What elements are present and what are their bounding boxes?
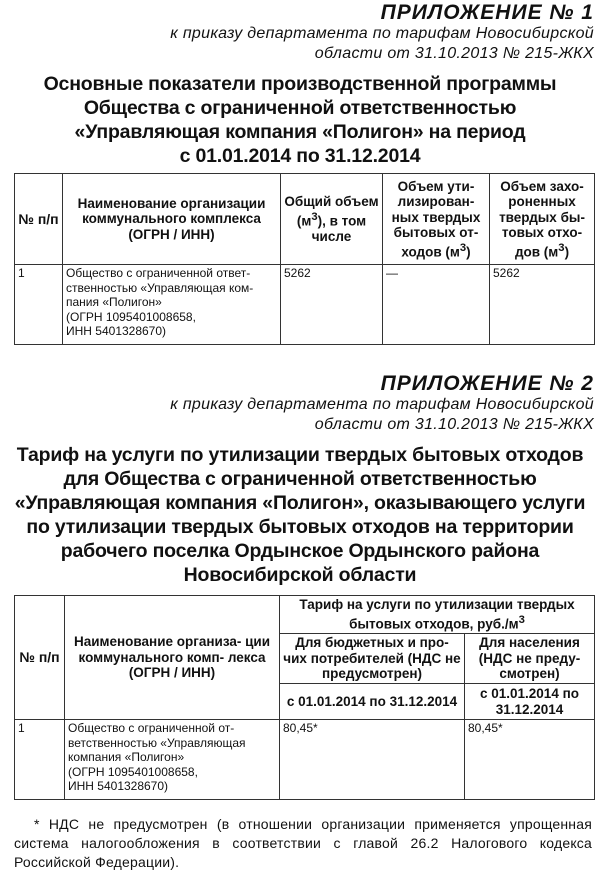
heading-1-line-1: Основные показатели производственной программы [43,73,557,95]
table-row [15,720,595,800]
row-number: 1 [15,265,63,345]
org-line-1: Общество с ограниченной ответ- [66,266,251,280]
table-row [15,265,595,345]
appendix-2-title: ПРИЛОЖЕНИЕ № 2 [380,372,594,395]
appendix-2-table [14,595,595,800]
org-line-5: ИНН 5401328670) [68,779,169,793]
row-buried-volume: 5262 [490,265,595,345]
col-header-buried-volume [490,174,595,265]
appendix-1-order-line-1: к приказу департамента по тарифам Новосибирской [170,25,594,42]
table-header-row [15,174,595,265]
row-total-volume: 5262 [281,265,383,345]
heading-1-line-3: «Управляющая компания «Полигон» на период [74,121,526,143]
heading-1-line-2: Общества с ограниченной ответственностью [83,97,517,119]
appendix-1-order-line-2: области от 31.10.2013 № 215-ЖКХ [314,45,594,62]
org-line-2: ственностью «Управляющая ком- [66,280,254,295]
col-header-number: № п/п [15,596,65,720]
heading-1-line-4: с 01.01.2014 по 31.12.2014 [179,145,421,167]
tariff-sup: 3 [518,613,525,626]
org-line-3: пания «Полигон» [66,295,162,309]
appendix-2-order-line-1: к приказу департамента по тарифам Новосибирской [170,396,594,413]
heading-2-line-2: для Общества с ограниченной ответственностью [63,468,537,490]
org-line-5: ИНН 5401328670) [66,324,167,338]
buried-volume-text: Объем захо- роненных твердых бы- товых отхо- дов (м [499,178,585,259]
row-organization [65,720,280,800]
total-volume-text-end: ), в том числе [311,213,367,244]
org-line-2: ветственностью «Управляющая [68,735,246,750]
org-line-4: (ОГРН 1095401008658, [68,764,198,779]
appendix-2-heading [0,443,600,587]
appendix-1-title: ПРИЛОЖЕНИЕ № 1 [380,1,594,24]
heading-2-line-6: Новосибирской области [183,564,417,586]
appendix-2-order-line-2: области от 31.10.2013 № 215-ЖКХ [314,416,594,433]
utilized-volume-sup: 3 [459,241,467,254]
row-organization [63,265,281,345]
col-header-utilized-volume [383,174,490,265]
appendix-2-header [170,373,594,435]
heading-2-line-4: по утилизации твердых бытовых отходов на территории [26,516,574,538]
total-volume-text: Общий объем (м [284,194,379,228]
heading-2-line-5: рабочего поселка Ордынское Ордынского района [60,540,540,562]
total-volume-sup: 3 [311,210,318,223]
row-tariff-budget: 80,45* [280,720,465,800]
col-header-total-volume [281,174,383,265]
col-header-budget-consumers: Для бюджетных и про- чих потребителей (НДС не предусмотрен) [280,634,465,684]
tariff-text: Тариф на услуги по утилизации твердых бытовых отходов, руб./м [299,597,575,632]
buried-volume-text-end: ) [564,244,570,259]
org-line-1: Общество с ограниченной от- [68,721,235,735]
col-header-number: № п/п [15,174,63,265]
footnote [14,815,592,872]
org-line-3: компания «Полигон» [68,750,185,764]
row-tariff-population: 80,45* [465,720,595,800]
col-header-organization: Наименование организации коммунального комплекса (ОГРН / ИНН) [63,174,281,265]
col-header-tariff [280,596,595,634]
heading-2-line-1: Тариф на услуги по утилизации твердых бытовых отходов [16,444,584,466]
appendix-1-table [14,173,595,345]
org-line-4: (ОГРН 1095401008658, [66,309,196,324]
col-header-population: Для населения (НДС не преду- смотрен) [465,634,595,684]
appendix-1-header [170,2,594,64]
table-header-row [15,596,595,634]
row-number: 1 [15,720,65,800]
buried-volume-sup: 3 [558,241,565,254]
appendix-1-heading [0,72,600,168]
col-header-period-budget: с 01.01.2014 по 31.12.2014 [280,684,465,720]
row-utilized-volume: — [383,265,490,345]
footnote-text: * НДС не предусмотрен (в отношении организации применяется упрощенная система налогообложения в соответствии с главой 26.2 Налогового кодекса Российской Федерации). [14,816,592,870]
utilized-volume-text-end: ) [466,244,471,259]
heading-2-line-3: «Управляющая компания «Полигон», оказывающего услуги [14,492,586,514]
utilized-volume-text: Объем ути- лизирован- ных твердых бытовых от- ходов (м [391,178,481,259]
col-header-period-population: с 01.01.2014 по 31.12.2014 [465,684,595,720]
col-header-organization: Наименование организа- ции коммунального комп- лекса (ОГРН / ИНН) [65,596,280,720]
